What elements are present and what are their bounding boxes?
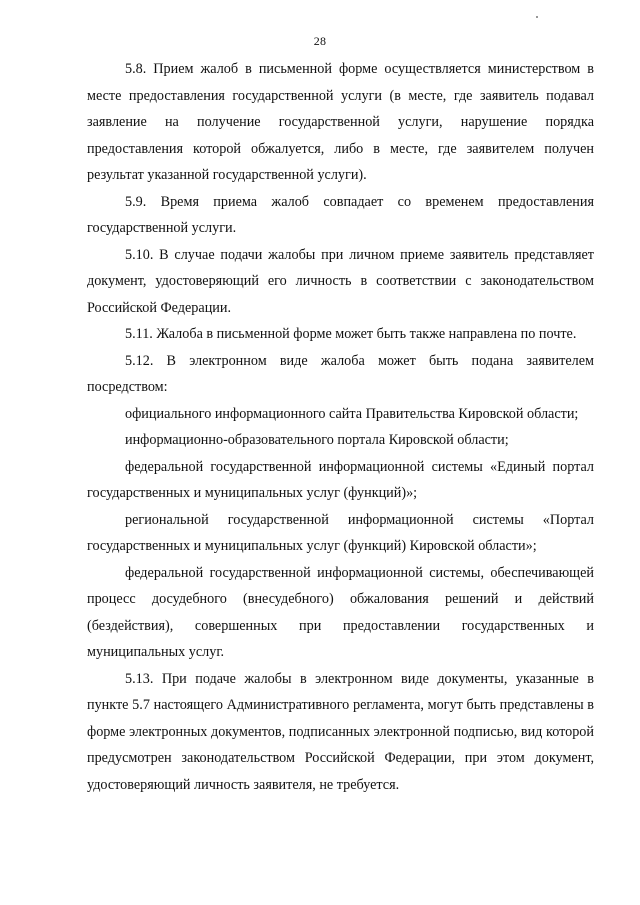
paragraph-5-11: 5.11. Жалоба в письменной форме может быть также направлена по почте. bbox=[125, 326, 577, 342]
list-item-appeal-system: федеральной государственной информационной системы, обеспечивающей процесс досудебного (внесудебного) обжалования решений и действий (бездействия), совершенных при предоставлении государственных и муниципальных услуг. bbox=[87, 564, 594, 660]
paragraph-5-13: 5.13. При подаче жалобы в электронном виде документы, указанные в пункте 5.7 настоящего Административного регламента, могут быть представлены в форме электронных документов, подписанных электронной подписью, вид которой предусмотрен законодательством Российской Федерации, при этом документ, удостоверяющий личность заявителя, не требуется. bbox=[87, 670, 594, 793]
paragraph-5-10: 5.10. В случае подачи жалобы при личном приеме заявитель представляет документ, удостоверяющий его личность в соответствии с законодательством Российской Федерации. bbox=[87, 246, 594, 316]
list-item-official-site: официального информационного сайта Правительства Кировской области; bbox=[125, 405, 579, 422]
list-item-federal-portal: федеральной государственной информационной системы «Единый портал государственных и муниципальных услуг (функций)»; bbox=[87, 458, 594, 501]
list-item-education-portal: информационно-образовательного портала Кировской области; bbox=[125, 432, 509, 448]
scan-speck bbox=[536, 16, 538, 18]
paragraph-5-12: 5.12. В электронном виде жалоба может быть подана заявителем посредством: bbox=[87, 352, 594, 395]
paragraph-5-8: 5.8. Прием жалоб в письменной форме осуществляется министерством в месте предоставления государственной услуги (в месте, где заявитель подавал заявление на получение государственной услуги, нарушение порядка предоставления которой обжалуется, либо в месте, где заявителем получен результат указанной государственной услуги). bbox=[87, 61, 594, 183]
page-number: 28 bbox=[313, 34, 327, 48]
document-body bbox=[87, 56, 594, 798]
list-item-regional-portal: региональной государственной информационной системы «Портал государственных и муниципальных услуг (функций) Кировской области»; bbox=[87, 511, 594, 554]
paragraph-5-9: 5.9. Время приема жалоб совпадает со временем предоставления государственной услуги. bbox=[87, 193, 594, 236]
